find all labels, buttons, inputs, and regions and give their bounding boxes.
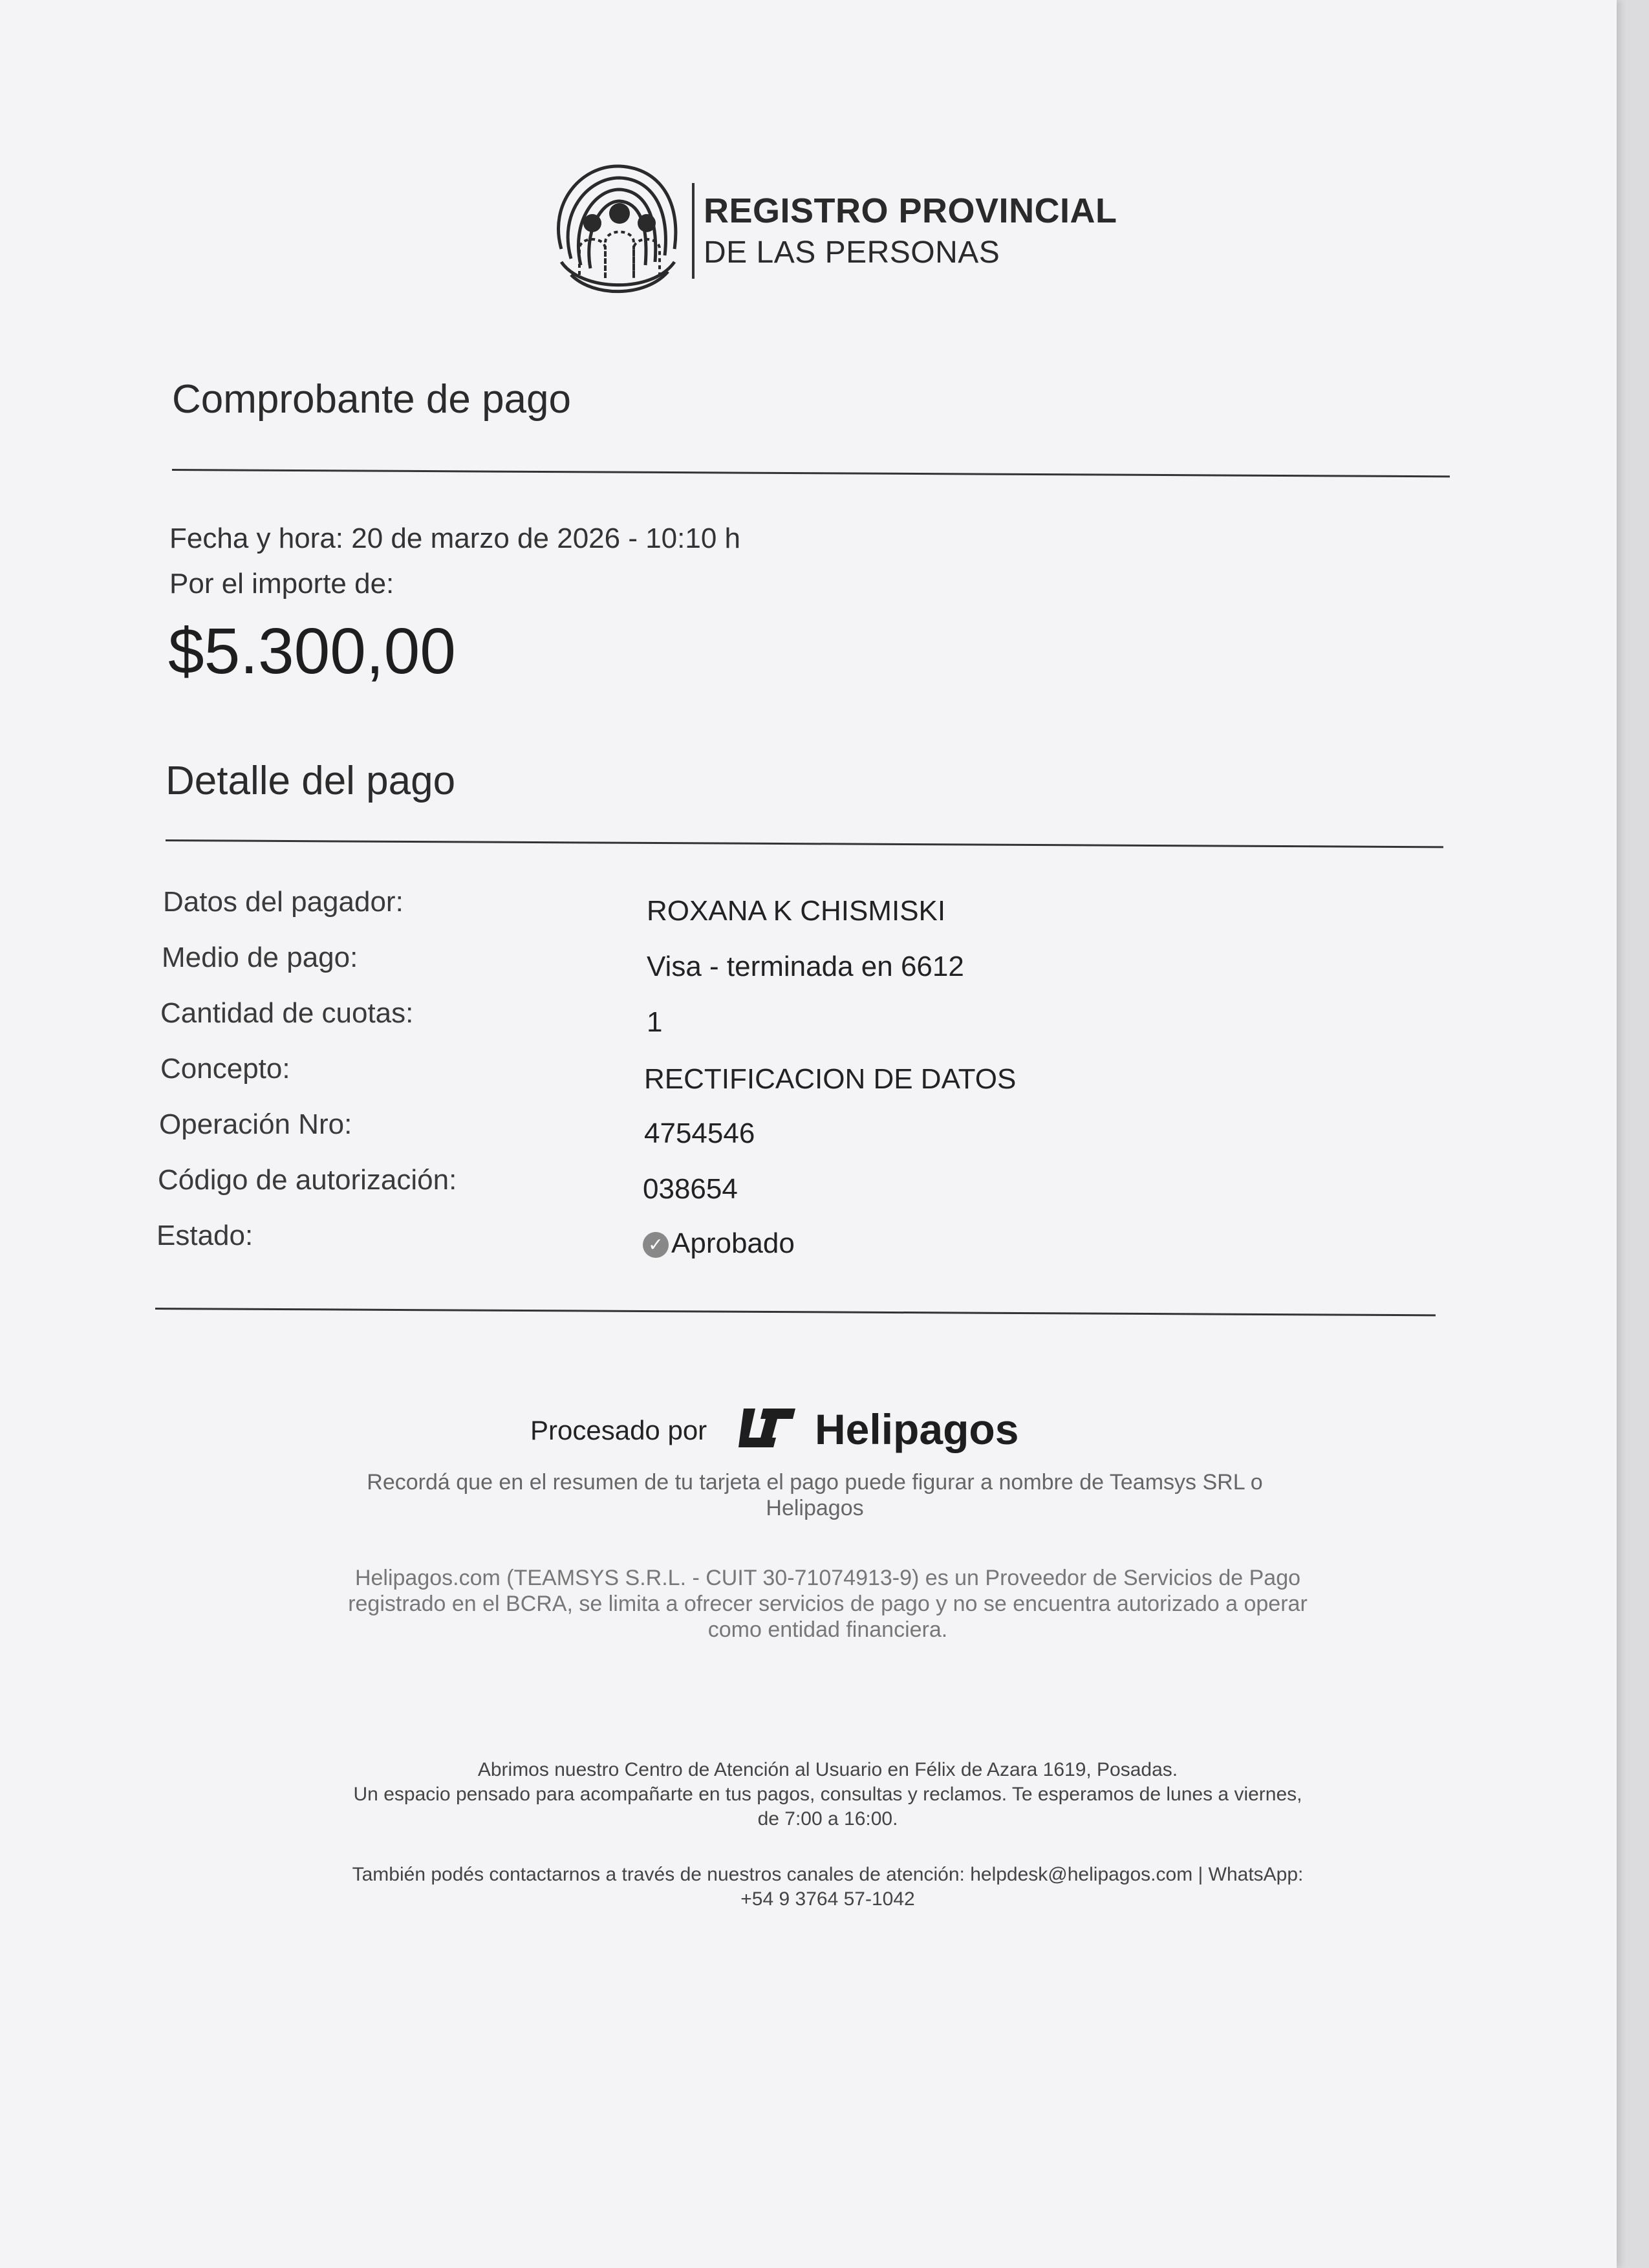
status-value (643, 1227, 795, 1260)
amount-label: Por el importe de: (169, 568, 394, 599)
detail-divider (166, 839, 1443, 848)
payment-method-label: Medio de pago: (162, 942, 358, 973)
helipagos-logo-icon (731, 1402, 802, 1454)
service-center-info: Abrimos nuestro Centro de Atención al Usuario en Félix de Azara 1619, Posadas. Un espacio pensado para acompañarte en tus pagos, consultas y reclamos. Te esperamos de lunes a viernes, de 7:00 a 16:00. (353, 1759, 1302, 1830)
installments-label: Cantidad de cuotas: (160, 997, 414, 1029)
payment-method-value: Visa - terminada en 6612 (647, 951, 964, 982)
registro-provincial-logo (542, 152, 1117, 301)
concept-label: Concepto: (160, 1053, 290, 1085)
detail-title: Detalle del pago (166, 759, 456, 803)
contact-info: También podés contactarnos a través de nuestros canales de atención: helpdesk@helipagos.com | WhatsApp: +54 9 3764 57-1042 (352, 1864, 1304, 1910)
statement-note: Recordá que en el resumen de tu tarjeta el pago puede figurar a nombre de Teamsys SRL o Helipagos (367, 1470, 1263, 1520)
installments-value: 1 (647, 1006, 663, 1038)
receipt-title: Comprobante de pago (172, 377, 572, 422)
logo-title: REGISTRO PROVINCIAL (704, 191, 1117, 230)
fingerprint-family-icon (542, 152, 691, 301)
processed-by (530, 1402, 1112, 1460)
payment-amount: $5.300,00 (168, 615, 456, 687)
status-text: Aprobado (671, 1227, 795, 1259)
helipagos-name: Helipagos (815, 1405, 1019, 1453)
auth-code-label: Código de autorización: (158, 1164, 457, 1196)
check-circle-icon: ✓ (643, 1232, 669, 1258)
logo-subtitle: DE LAS PERSONAS (704, 235, 1000, 270)
title-divider (172, 469, 1450, 477)
auth-code-value: 038654 (643, 1173, 738, 1205)
operation-value: 4754546 (644, 1118, 755, 1149)
status-label: Estado: (156, 1220, 253, 1251)
payer-value: ROXANA K CHISMISKI (647, 895, 946, 927)
legal-notice: Helipagos.com (TEAMSYS S.R.L. - CUIT 30-71074913-9) es un Proveedor de Servicios de Pago registrado en el BCRA, se limita a ofrecer servicios de pago y no se encuentra autorizado a operar como entidad financiera. (348, 1566, 1308, 1642)
operation-label: Operación Nro: (159, 1108, 352, 1140)
payer-label: Datos del pagador: (163, 886, 404, 918)
payment-datetime: Fecha y hora: 20 de marzo de 2026 - 10:10 h (169, 523, 741, 554)
logo-divider (692, 183, 695, 279)
concept-value: RECTIFICACION DE DATOS (644, 1063, 1017, 1095)
detail-end-divider (155, 1308, 1436, 1316)
processed-label: Procesado por (530, 1415, 707, 1445)
